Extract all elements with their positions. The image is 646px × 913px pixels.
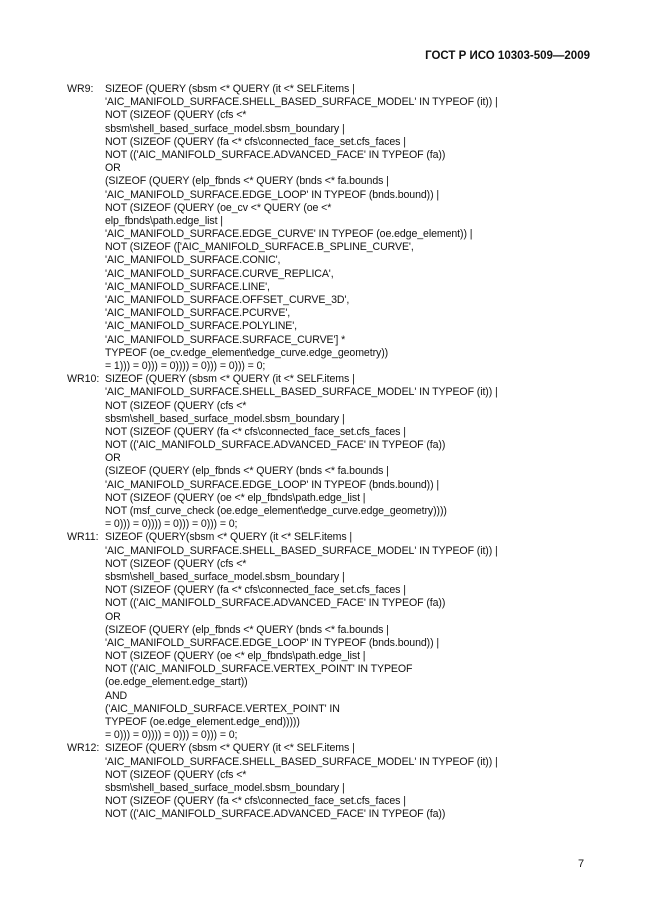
code-line [0,597,646,610]
code-line [0,123,646,136]
code-text: OR [105,452,121,465]
code-text: SIZEOF (QUERY (sbsm <* QUERY (it <* SELF.items | [105,742,355,755]
code-line [0,334,646,347]
code-text: = 1))) = 0))) = 0)))) = 0))) = 0))) = 0; [105,359,266,372]
code-line [0,426,646,439]
code-line [0,676,646,689]
code-line [0,83,646,96]
code-text: NOT (msf_curve_check (oe.edge_element\edge_curve.edge_geometry)))) [105,505,447,517]
code-line [0,690,646,703]
code-line [0,373,646,386]
code-listing [0,83,646,822]
code-text: 'AIC_MANIFOLD_SURFACE.SURFACE_CURVE'] * [105,333,346,346]
code-text: NOT (('AIC_MANIFOLD_SURFACE.ADVANCED_FACE' IN TYPEOF (fa)) [105,597,446,610]
code-line [0,294,646,307]
code-text: 'AIC_MANIFOLD_SURFACE.CONIC', [105,254,281,267]
code-line [0,268,646,281]
code-line [0,136,646,149]
code-line [0,228,646,241]
code-line [0,307,646,320]
code-text: NOT (('AIC_MANIFOLD_SURFACE.ADVANCED_FACE' IN TYPEOF (fa)) [105,808,446,821]
code-text: 'AIC_MANIFOLD_SURFACE.CURVE_REPLICA', [105,267,334,280]
code-text: 'AIC_MANIFOLD_SURFACE.EDGE_CURVE' IN TYPEOF (oe.edge_element)) | [105,228,473,241]
rule-label: WR12: [67,742,100,755]
code-text: = 0))) = 0)))) = 0))) = 0))) = 0; [105,518,238,531]
code-line [0,611,646,624]
code-line [0,452,646,465]
code-text: 'AIC_MANIFOLD_SURFACE.PCURVE', [105,307,291,320]
code-text: 'AIC_MANIFOLD_SURFACE.SHELL_BASED_SURFACE_MODEL' IN TYPEOF (it)) | [105,544,498,557]
code-text: 'AIC_MANIFOLD_SURFACE.SHELL_BASED_SURFACE_MODEL' IN TYPEOF (it)) | [105,386,498,399]
code-text: NOT (SIZEOF (['AIC_MANIFOLD_SURFACE.B_SPLINE_CURVE', [105,241,414,254]
code-line [0,241,646,254]
code-text: 'AIC_MANIFOLD_SURFACE.EDGE_LOOP' IN TYPEOF (bnds.bound)) | [105,188,440,201]
code-line [0,742,646,755]
code-line [0,808,646,821]
code-line [0,795,646,808]
code-text: NOT (SIZEOF (QUERY (cfs <* [105,109,247,122]
code-text: TYPEOF (oe.edge_element.edge_end))))) [105,716,300,728]
code-text: AND [105,689,128,702]
code-text: NOT (SIZEOF (QUERY (cfs <* [105,557,247,570]
code-text: NOT (SIZEOF (QUERY (fa <* cfs\connected_face_set.cfs_faces | [105,795,406,808]
code-line [0,320,646,333]
code-text: (SIZEOF (QUERY (elp_fbnds <* QUERY (bnds <* fa.bounds | [105,175,389,188]
code-line [0,413,646,426]
code-line [0,756,646,769]
code-line [0,571,646,584]
code-text: NOT (SIZEOF (QUERY (fa <* cfs\connected_face_set.cfs_faces | [105,135,406,148]
code-text: NOT (SIZEOF (QUERY (cfs <* [105,399,247,412]
code-text: 'AIC_MANIFOLD_SURFACE.SHELL_BASED_SURFACE_MODEL' IN TYPEOF (it)) | [105,96,498,109]
code-line [0,189,646,202]
code-line [0,531,646,544]
code-text: NOT (SIZEOF (QUERY (oe <* elp_fbnds\path.edge_list | [105,491,366,504]
code-line [0,769,646,782]
code-text: (SIZEOF (QUERY (elp_fbnds <* QUERY (bnds <* fa.bounds | [105,623,389,636]
code-line [0,360,646,373]
code-line [0,545,646,558]
code-line [0,492,646,505]
code-line [0,109,646,122]
code-line [0,162,646,175]
code-line [0,650,646,663]
code-text: NOT (SIZEOF (QUERY (oe_cv <* QUERY (oe <* [105,201,332,214]
code-text: TYPEOF (oe_cv.edge_element\edge_curve.edge_geometry)) [105,346,389,359]
code-line [0,624,646,637]
code-line [0,479,646,492]
code-text: OR [105,162,121,175]
code-text: 'AIC_MANIFOLD_SURFACE.OFFSET_CURVE_3D', [105,294,350,306]
code-line [0,439,646,452]
code-line [0,716,646,729]
code-line [0,703,646,716]
code-text: sbsm\shell_based_surface_model.sbsm_boundary | [105,122,345,135]
rule-label: WR9: [67,83,94,95]
code-line [0,518,646,531]
code-line [0,149,646,162]
code-text: 'AIC_MANIFOLD_SURFACE.POLYLINE', [105,320,297,333]
code-text: SIZEOF (QUERY (sbsm <* QUERY (it <* SELF.items | [105,83,355,95]
document-header: ГОСТ Р ИСО 10303-509—2009 [425,50,590,62]
code-text: 'AIC_MANIFOLD_SURFACE.EDGE_LOOP' IN TYPEOF (bnds.bound)) | [105,478,440,491]
code-text: sbsm\shell_based_surface_model.sbsm_boundary | [105,412,345,425]
code-text: NOT (('AIC_MANIFOLD_SURFACE.ADVANCED_FACE' IN TYPEOF (fa)) [105,439,446,452]
rule-label: WR11: [67,531,99,544]
code-text: 'AIC_MANIFOLD_SURFACE.LINE', [105,280,270,293]
code-line [0,254,646,267]
code-line [0,729,646,742]
code-text: sbsm\shell_based_surface_model.sbsm_boundary | [105,570,345,583]
page-number: 7 [578,858,585,870]
code-text: = 0))) = 0)))) = 0))) = 0))) = 0; [105,729,238,742]
code-text: SIZEOF (QUERY (sbsm <* QUERY (it <* SELF.items | [105,373,355,386]
code-line [0,663,646,676]
code-text: ('AIC_MANIFOLD_SURFACE.VERTEX_POINT' IN [105,702,340,715]
code-text: SIZEOF (QUERY(sbsm <* QUERY (it <* SELF.items | [105,531,353,544]
code-text: NOT (SIZEOF (QUERY (fa <* cfs\connected_face_set.cfs_faces | [105,425,406,438]
code-line [0,637,646,650]
code-text: (SIZEOF (QUERY (elp_fbnds <* QUERY (bnds <* fa.bounds | [105,465,389,478]
code-line [0,281,646,294]
code-line [0,584,646,597]
code-line [0,215,646,228]
code-text: 'AIC_MANIFOLD_SURFACE.SHELL_BASED_SURFACE_MODEL' IN TYPEOF (it)) | [105,755,498,768]
code-line [0,96,646,109]
code-text: elp_fbnds\path.edge_list | [105,214,223,227]
code-line [0,782,646,795]
code-line [0,202,646,215]
code-line [0,347,646,360]
code-text: NOT (('AIC_MANIFOLD_SURFACE.ADVANCED_FACE' IN TYPEOF (fa)) [105,148,446,161]
code-line [0,558,646,571]
code-line [0,465,646,478]
code-text: NOT (SIZEOF (QUERY (oe <* elp_fbnds\path.edge_list | [105,650,366,663]
code-text: sbsm\shell_based_surface_model.sbsm_boundary | [105,781,345,794]
rule-label: WR10: [67,373,100,386]
code-text: 'AIC_MANIFOLD_SURFACE.EDGE_LOOP' IN TYPEOF (bnds.bound)) | [105,636,440,649]
code-line [0,400,646,413]
code-line [0,175,646,188]
code-text: (oe.edge_element.edge_start)) [105,676,248,689]
code-line [0,505,646,518]
code-text: NOT (('AIC_MANIFOLD_SURFACE.VERTEX_POINT' IN TYPEOF [105,663,413,676]
code-text: NOT (SIZEOF (QUERY (fa <* cfs\connected_face_set.cfs_faces | [105,584,406,597]
code-text: NOT (SIZEOF (QUERY (cfs <* [105,768,247,781]
code-text: OR [105,610,121,623]
code-line [0,386,646,399]
